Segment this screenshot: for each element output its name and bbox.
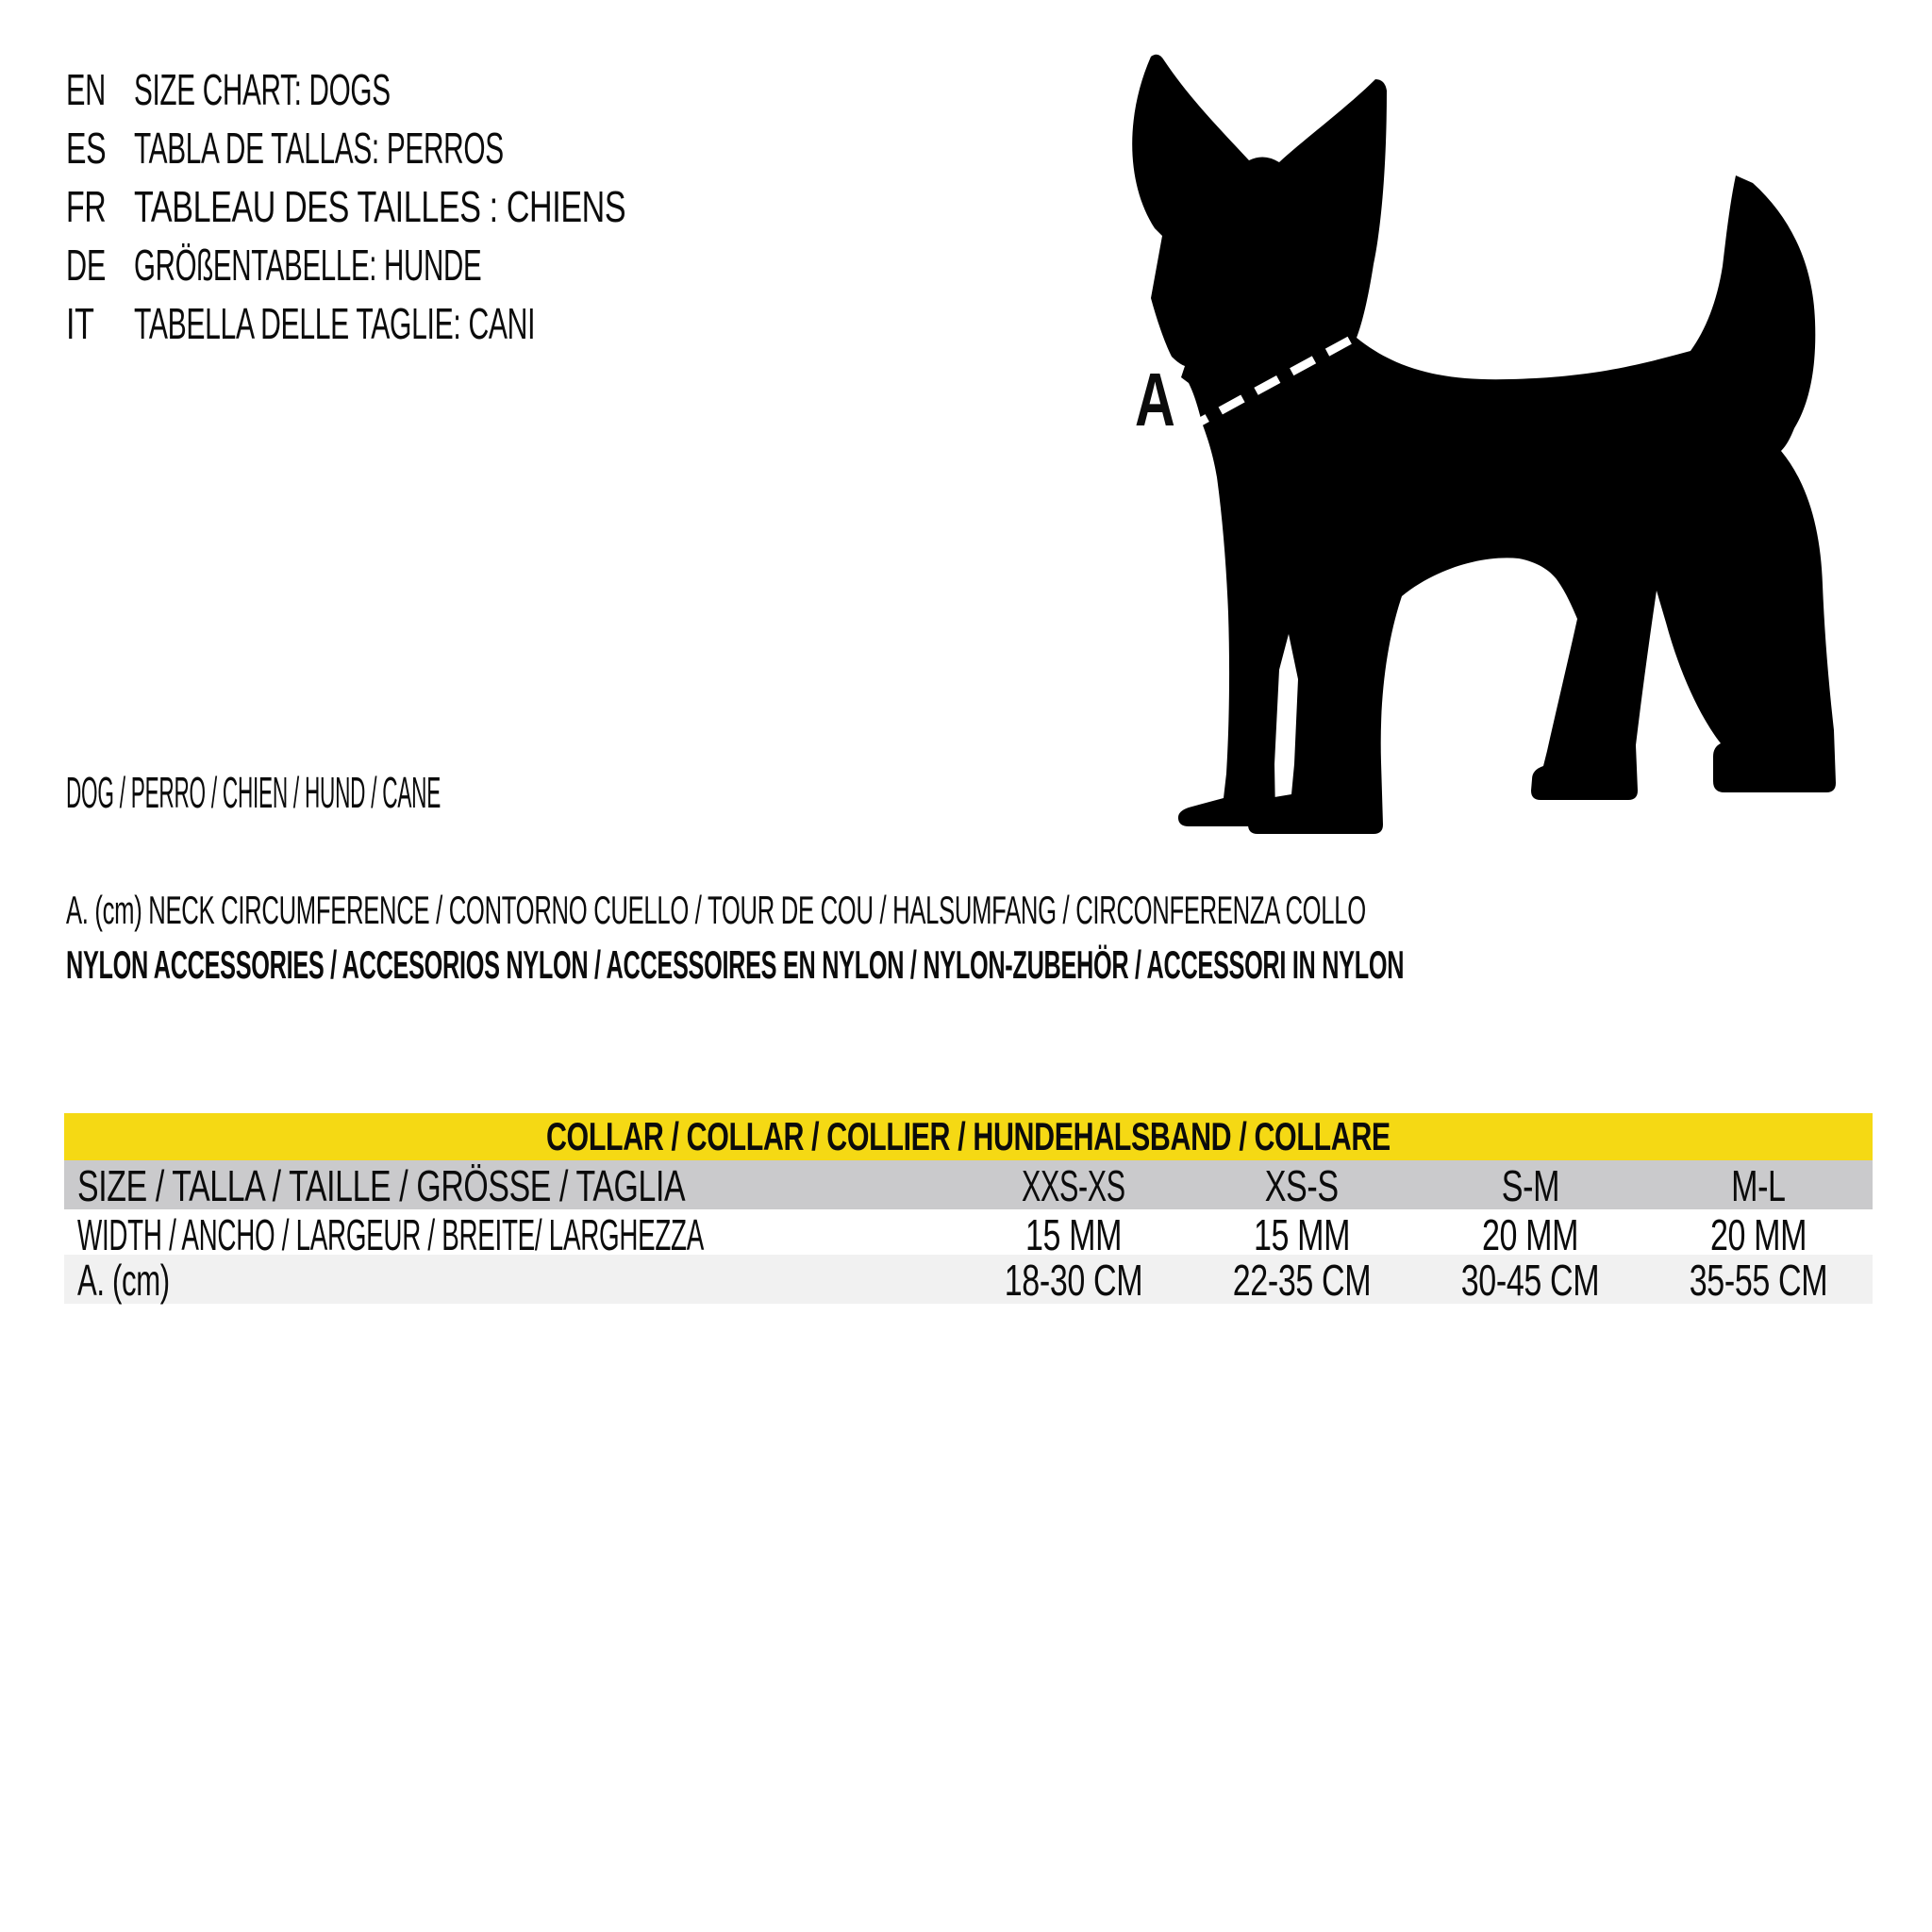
language-title: TABLA DE TALLAS: PERROS (134, 124, 504, 173)
language-title: SIZE CHART: DOGS (134, 65, 391, 114)
width-cell: 20 MM (1481, 1210, 1579, 1259)
collar-size-table (64, 1113, 1873, 1304)
dog-caption: DOG / PERRO / CHIEN / HUND / CANE (66, 768, 441, 817)
width-cell: 15 MM (1253, 1210, 1351, 1259)
neck-cell: 18-30 CM (1004, 1256, 1143, 1305)
size-cell: S-M (1501, 1161, 1559, 1210)
table-row-a (64, 1255, 1873, 1304)
language-title: GRÖßENTABELLE: HUNDE (134, 241, 482, 290)
width-cell: 20 MM (1709, 1210, 1807, 1259)
row-label: WIDTH / ANCHO / LARGEUR / BREITE/ LARGHEZZA (77, 1210, 704, 1259)
language-row-en (66, 60, 798, 119)
language-code: IT (66, 299, 94, 348)
language-code: EN (66, 65, 106, 114)
language-code: DE (66, 241, 106, 290)
table-title: COLLAR / COLLAR / COLLIER / HUNDEHALSBAND / COLLARE (546, 1114, 1391, 1158)
dog-silhouette (1132, 55, 1836, 834)
size-cell: M-L (1731, 1161, 1786, 1210)
neck-cell: 22-35 CM (1232, 1256, 1372, 1305)
language-row-fr (66, 177, 798, 236)
language-row-es (66, 119, 798, 177)
language-list (66, 60, 798, 353)
neck-cell: 35-55 CM (1689, 1256, 1828, 1305)
language-title: TABLEAU DES TAILLES : CHIENS (134, 182, 626, 231)
language-code: FR (66, 182, 107, 231)
row-label: SIZE / TALLA / TAILLE / GRÖSSE / TAGLIA (77, 1161, 686, 1210)
table-title-row (64, 1113, 1873, 1160)
width-cell: 15 MM (1024, 1210, 1123, 1259)
collar-measure-label: A (1135, 358, 1175, 441)
measurement-note: A. (cm) NECK CIRCUMFERENCE / CONTORNO CUELLO / TOUR DE COU / HALSUMFANG / CIRCONFERENZA COLLO (66, 888, 1366, 932)
neck-cell: 30-45 CM (1460, 1256, 1600, 1305)
size-cell: XS-S (1264, 1161, 1339, 1210)
language-title: TABELLA DELLE TAGLIE: CANI (134, 299, 536, 348)
language-code: ES (66, 124, 107, 173)
language-row-de (66, 236, 798, 294)
material-note: NYLON ACCESSORIES / ACCESORIOS NYLON / ACCESSOIRES EN NYLON / NYLON-ZUBEHÖR / ACCESSORI IN NYLON (66, 942, 1405, 987)
language-row-it (66, 294, 798, 353)
size-cell: XXS-XS (1022, 1161, 1125, 1210)
table-row-size (64, 1160, 1873, 1209)
table-row-width (64, 1209, 1873, 1259)
row-label: A. (cm) (77, 1256, 170, 1305)
